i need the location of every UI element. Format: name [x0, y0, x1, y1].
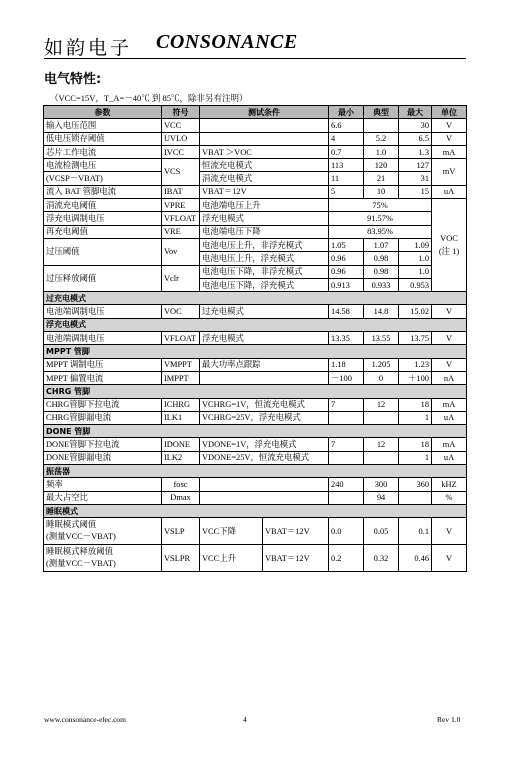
cell-condition	[200, 119, 329, 132]
cell-condition-a: VCC上升	[200, 545, 263, 572]
cell-unit: nA	[432, 371, 467, 384]
table-row	[44, 172, 467, 185]
cell-condition: VCHRG=1V，恒流充电模式	[200, 398, 329, 411]
cell-param: DONE管脚漏电流	[44, 451, 162, 464]
cell-max: 1.0	[399, 265, 432, 278]
cell-condition: 涓流充电模式	[200, 172, 329, 185]
cell-condition: VBAT ＞VOC	[200, 145, 329, 158]
cell-typ: 12	[364, 398, 399, 411]
col-header-param: 参数	[44, 106, 162, 119]
footer-website[interactable]: www.consonance-elec.com	[44, 715, 126, 724]
footer-revision: Rev 1.0	[437, 715, 461, 724]
cell-typ: 75%	[329, 199, 432, 212]
cell-param: 输入电压范围	[44, 119, 162, 132]
cell-condition-b: VBAT＝12V	[263, 518, 329, 545]
col-header-max: 最大	[399, 106, 432, 119]
cell-typ: 1.205	[364, 358, 399, 371]
cell-max: 18	[399, 438, 432, 451]
table-row	[44, 185, 467, 198]
cell-max: 31	[399, 172, 432, 185]
cell-param: 电池端调制电压	[44, 332, 162, 345]
cell-unit: kHZ	[432, 478, 467, 491]
table-row	[44, 411, 467, 424]
table-row	[44, 265, 467, 278]
cell-min: 7	[329, 398, 364, 411]
cell-min: 11	[329, 172, 364, 185]
group-header-oscillator	[44, 465, 467, 478]
cell-unit: uA	[432, 411, 467, 424]
table-row	[44, 518, 467, 545]
cell-min: 0.7	[329, 145, 364, 158]
cell-max: 13.75	[399, 332, 432, 345]
cell-param: 再充电阈值	[44, 225, 162, 238]
cell-unit: mV	[432, 159, 467, 186]
cell-min	[329, 451, 364, 464]
cell-min: 0.96	[329, 252, 364, 265]
group-header-chrg	[44, 385, 467, 398]
table-row	[44, 478, 467, 491]
col-header-typ: 典型	[364, 106, 399, 119]
cell-typ: 0.05	[364, 518, 399, 545]
cell-param: 过压释放阈值	[44, 265, 162, 292]
cell-typ	[364, 119, 399, 132]
cell-max: 15	[399, 185, 432, 198]
cell-unit: V	[432, 332, 467, 345]
cell-param: 流入 BAT 管脚电流	[44, 185, 162, 198]
cell-max: 15.02	[399, 305, 432, 318]
cell-unit: V	[432, 132, 467, 145]
table-row	[44, 332, 467, 345]
cell-symbol: IDONE	[162, 438, 200, 451]
cell-symbol: VFLOAT	[162, 212, 200, 225]
cell-symbol: IBAT	[162, 185, 200, 198]
section-title: 电气特性:	[44, 72, 102, 87]
cell-unit: V	[432, 358, 467, 371]
cell-symbol: UVLO	[162, 132, 200, 145]
param-line1: 睡眠模式阈值	[46, 520, 97, 530]
cell-typ: 14.8	[364, 305, 399, 318]
cell-symbol: Vclr	[162, 265, 200, 292]
cell-param: 频率	[44, 478, 162, 491]
cell-symbol: VFLOAT	[162, 332, 200, 345]
cell-typ: 120	[364, 159, 399, 172]
cell-typ: 94	[364, 491, 399, 504]
electrical-characteristics-table	[43, 105, 467, 572]
table-row	[44, 371, 467, 384]
cell-condition-a: VCC下降	[200, 518, 263, 545]
cell-typ	[364, 451, 399, 464]
unit-voc: VOC	[440, 234, 458, 244]
cell-param: 最大占空比	[44, 491, 162, 504]
cell-condition: VBAT＝12V	[200, 185, 329, 198]
cell-symbol: VSLP	[162, 518, 200, 545]
cell-param: MPPT 偏置电流	[44, 371, 162, 384]
company-name-cn: 如韵电子	[44, 37, 133, 59]
col-header-condition: 测试条件	[200, 106, 329, 119]
cell-min: 113	[329, 159, 364, 172]
cell-unit-voc-note	[432, 199, 467, 292]
cell-condition	[200, 491, 329, 504]
cell-symbol: VMPPT	[162, 358, 200, 371]
cell-typ: 1.0	[364, 145, 399, 158]
table-row	[44, 132, 467, 145]
cell-min: －100	[329, 371, 364, 384]
cell-min: 0.0	[329, 518, 364, 545]
cell-param: 低电压锁存阈值	[44, 132, 162, 145]
cell-unit: V	[432, 305, 467, 318]
cell-min: 6.6	[329, 119, 364, 132]
cell-param: 电池端调制电压	[44, 305, 162, 318]
cell-unit: V	[432, 518, 467, 545]
group-title: MPPT 管脚	[44, 345, 467, 358]
cell-param: 涓流充电阈值	[44, 199, 162, 212]
col-header-min: 最小	[329, 106, 364, 119]
cell-condition: VDONE=1V，浮充电模式	[200, 438, 329, 451]
cell-symbol: IMPPT	[162, 371, 200, 384]
cell-typ: 13.55	[364, 332, 399, 345]
table-row	[44, 159, 467, 172]
cell-condition: 电池端电压下降	[200, 225, 329, 238]
cell-typ: 300	[364, 478, 399, 491]
group-title: CHRG 管脚	[44, 385, 467, 398]
cell-typ: 1.07	[364, 238, 399, 251]
group-title: 振荡器	[44, 465, 467, 478]
cell-typ: 10	[364, 185, 399, 198]
cell-min: 0.2	[329, 545, 364, 572]
param-line2: (测量VCC－VBAT)	[46, 559, 116, 569]
test-conditions-note: （VCC=15V，T_A=－40℃ 到 85℃，除非另有注明）	[50, 93, 248, 103]
cell-min: 14.58	[329, 305, 364, 318]
unit-note: (注 1)	[438, 247, 460, 257]
table-row	[44, 545, 467, 572]
cell-param	[44, 545, 162, 572]
cell-condition: 浮充电模式	[200, 332, 329, 345]
cell-typ: 0.98	[364, 265, 399, 278]
cell-param: CHRG管脚漏电流	[44, 411, 162, 424]
col-header-unit: 单位	[432, 106, 467, 119]
group-title: 浮充电模式	[44, 318, 467, 331]
cell-max: 360	[399, 478, 432, 491]
cell-unit: uA	[432, 451, 467, 464]
cell-unit: %	[432, 491, 467, 504]
cell-symbol: VSLPR	[162, 545, 200, 572]
cell-param: (VCSP－VBAT)	[44, 172, 162, 185]
cell-max: 6.5	[399, 132, 432, 145]
group-header-mppt	[44, 345, 467, 358]
col-header-symbol: 符号	[162, 106, 200, 119]
group-header-overcharge	[44, 292, 467, 305]
cell-unit: V	[432, 119, 467, 132]
cell-symbol: Vov	[162, 238, 200, 265]
cell-min: 0.913	[329, 278, 364, 291]
cell-symbol: fosc	[162, 478, 200, 491]
cell-max	[399, 491, 432, 504]
cell-min: 7	[329, 438, 364, 451]
group-title: 睡眠模式	[44, 504, 467, 517]
cell-min: 1.18	[329, 358, 364, 371]
cell-symbol: VCC	[162, 119, 200, 132]
cell-min: 4	[329, 132, 364, 145]
cell-max: 1.23	[399, 358, 432, 371]
group-header-sleep	[44, 504, 467, 517]
cell-condition: 过充电模式	[200, 305, 329, 318]
cell-min	[329, 491, 364, 504]
cell-param: 过压阈值	[44, 238, 162, 265]
cell-max: 1.3	[399, 145, 432, 158]
cell-min: 1.05	[329, 238, 364, 251]
table-row	[44, 238, 467, 251]
cell-condition: VCHRG=25V，浮充电模式	[200, 411, 329, 424]
table-row	[44, 491, 467, 504]
cell-condition: VDONE=25V，恒流充电模式	[200, 451, 329, 464]
cell-typ: 0	[364, 371, 399, 384]
cell-param: MPPT 调制电压	[44, 358, 162, 371]
group-header-done	[44, 425, 467, 438]
table-row	[44, 358, 467, 371]
cell-param: 芯片工作电流	[44, 145, 162, 158]
cell-condition-b: VBAT＝12V	[263, 545, 329, 572]
table-row	[44, 398, 467, 411]
cell-symbol: VCS	[162, 159, 200, 186]
group-title: 过充电模式	[44, 292, 467, 305]
cell-max: 0.1	[399, 518, 432, 545]
cell-param: 电流检测电压	[44, 159, 162, 172]
cell-param	[44, 518, 162, 545]
cell-condition: 电池电压下降，浮充模式	[200, 278, 329, 291]
cell-symbol: ILK1	[162, 411, 200, 424]
cell-symbol: VOC	[162, 305, 200, 318]
cell-min: 13.35	[329, 332, 364, 345]
cell-max: 1.0	[399, 252, 432, 265]
header-rule	[44, 58, 466, 59]
cell-symbol: IVCC	[162, 145, 200, 158]
cell-condition: 最大功率点跟踪	[200, 358, 329, 371]
cell-unit: uA	[432, 185, 467, 198]
cell-typ: 0.32	[364, 545, 399, 572]
group-header-float	[44, 318, 467, 331]
param-line2: (测量VCC－VBAT)	[46, 532, 116, 542]
cell-param: 浮充电调制电压	[44, 212, 162, 225]
table-row	[44, 119, 467, 132]
cell-max: 30	[399, 119, 432, 132]
cell-symbol: Dmax	[162, 491, 200, 504]
cell-max: 0.953	[399, 278, 432, 291]
cell-min: 240	[329, 478, 364, 491]
cell-typ: 0.98	[364, 252, 399, 265]
table-row	[44, 212, 467, 225]
cell-typ: 91.57%	[329, 212, 432, 225]
cell-typ: 5.2	[364, 132, 399, 145]
company-name-en: CONSONANCE	[156, 31, 298, 53]
table-row	[44, 451, 467, 464]
cell-typ: 21	[364, 172, 399, 185]
cell-max: 1	[399, 411, 432, 424]
cell-condition: 电池电压上升，浮充模式	[200, 252, 329, 265]
cell-condition: 电池电压下降，非浮充模式	[200, 265, 329, 278]
cell-param: DONE管脚下拉电流	[44, 438, 162, 451]
cell-symbol: VPRE	[162, 199, 200, 212]
cell-min	[329, 411, 364, 424]
cell-max: 18	[399, 398, 432, 411]
cell-unit: mA	[432, 438, 467, 451]
cell-unit: mA	[432, 145, 467, 158]
footer-page-number: 4	[243, 715, 247, 724]
cell-unit: V	[432, 545, 467, 572]
cell-condition: 电池电压上升，非浮充模式	[200, 238, 329, 251]
cell-min: 5	[329, 185, 364, 198]
cell-condition: 浮充电模式	[200, 212, 329, 225]
cell-condition	[200, 371, 329, 384]
page-header	[44, 31, 484, 57]
cell-condition	[200, 478, 329, 491]
table-row	[44, 225, 467, 238]
cell-max: 1.09	[399, 238, 432, 251]
table-row	[44, 145, 467, 158]
cell-param: CHRG管脚下拉电流	[44, 398, 162, 411]
cell-max: 0.46	[399, 545, 432, 572]
table-row	[44, 199, 467, 212]
cell-symbol: VRE	[162, 225, 200, 238]
cell-max: 1	[399, 451, 432, 464]
cell-typ	[364, 411, 399, 424]
cell-max: ＋100	[399, 371, 432, 384]
cell-condition	[200, 132, 329, 145]
table-row	[44, 305, 467, 318]
cell-symbol: ICHRG	[162, 398, 200, 411]
cell-symbol: ILK2	[162, 451, 200, 464]
cell-typ: 12	[364, 438, 399, 451]
table-header-row	[44, 106, 467, 119]
cell-typ: 0.933	[364, 278, 399, 291]
table-row	[44, 438, 467, 451]
param-line1: 睡眠模式释放阈值	[46, 547, 113, 557]
cell-min: 0.96	[329, 265, 364, 278]
cell-unit: mA	[432, 398, 467, 411]
cell-max: 127	[399, 159, 432, 172]
group-title: DONE 管脚	[44, 425, 467, 438]
cell-condition: 电池端电压上升	[200, 199, 329, 212]
cell-condition: 恒流充电模式	[200, 159, 329, 172]
cell-typ: 83.95%	[329, 225, 432, 238]
